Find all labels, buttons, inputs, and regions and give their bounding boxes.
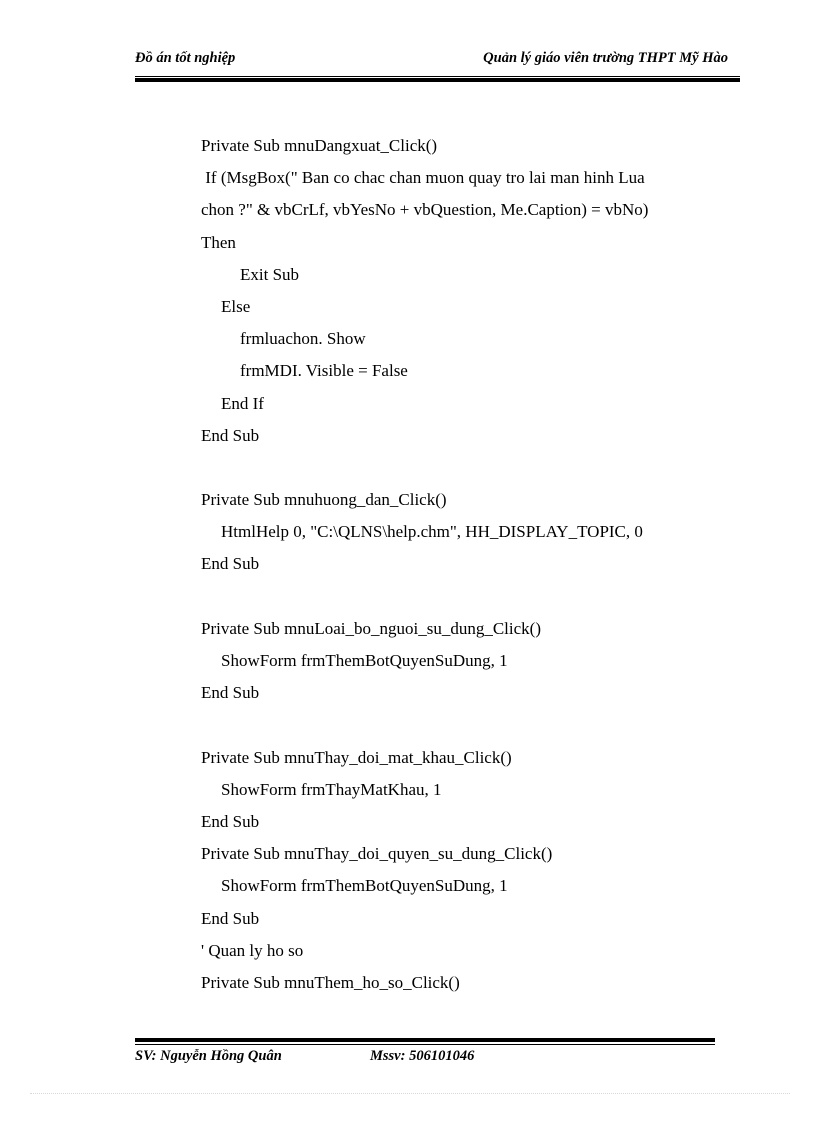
code-line: Exit Sub [240, 264, 300, 284]
footer-divider-thin [135, 1044, 715, 1045]
footer-student-name: SV: Nguyễn Hồng Quân [135, 1048, 282, 1064]
header-divider-thick [135, 78, 740, 82]
code-line: End If [221, 393, 264, 413]
code-line: End Sub [201, 425, 260, 445]
code-line: chon ?" & vbCrLf, vbYesNo + vbQuestion, Me.Caption) = vbNo) [201, 200, 649, 220]
code-comment-line: ' Quan ly ho so [201, 940, 304, 960]
code-listing [201, 130, 741, 999]
code-line: Else [221, 296, 251, 316]
code-line: End Sub [201, 554, 260, 574]
code-line: Private Sub mnuDangxuat_Click() [201, 136, 438, 155]
code-line: ShowForm frmThemBotQuyenSuDung, 1 [221, 876, 508, 896]
code-blank-line [201, 709, 741, 741]
code-line: End Sub [201, 908, 260, 928]
code-line: ShowForm frmThemBotQuyenSuDung, 1 [221, 651, 508, 670]
code-blank-line [201, 452, 741, 484]
header-project-title: Quản lý giáo viên trường THPT Mỹ Hào [483, 50, 728, 66]
code-blank-line [201, 581, 741, 613]
footer-student-id: Mssv: 506101046 [370, 1048, 475, 1064]
code-line: frmMDI. Visible = False [240, 361, 408, 381]
code-line: End Sub [201, 683, 260, 703]
code-line: End Sub [201, 811, 260, 831]
code-line: HtmlHelp 0, "C:\QLNS\help.chm", HH_DISPLAY_TOPIC, 0 [221, 522, 643, 542]
code-line: frmluachon. Show [240, 329, 366, 349]
header-divider-thin [135, 76, 740, 77]
code-line: Then [201, 232, 236, 252]
page-bottom-dotted-border [30, 1093, 790, 1094]
footer-divider-thick [135, 1038, 715, 1042]
code-line: Private Sub mnuLoai_bo_nguoi_su_dung_Click() [201, 618, 541, 638]
page-header [135, 46, 740, 70]
code-line: Private Sub mnuThay_doi_quyen_su_dung_Click() [201, 844, 553, 864]
code-line: If (MsgBox(" Ban co chac chan muon quay tro lai man hinh Lua [201, 168, 645, 188]
code-line: Private Sub mnuThay_doi_mat_khau_Click() [201, 747, 512, 767]
header-thesis-title: Đồ án tốt nghiệp [135, 50, 236, 66]
code-line: ShowForm frmThayMatKhau, 1 [221, 779, 442, 799]
code-line: Private Sub mnuThem_ho_so_Click() [201, 972, 460, 992]
page-footer [135, 1048, 715, 1070]
code-line: Private Sub mnuhuong_dan_Click() [201, 490, 447, 510]
